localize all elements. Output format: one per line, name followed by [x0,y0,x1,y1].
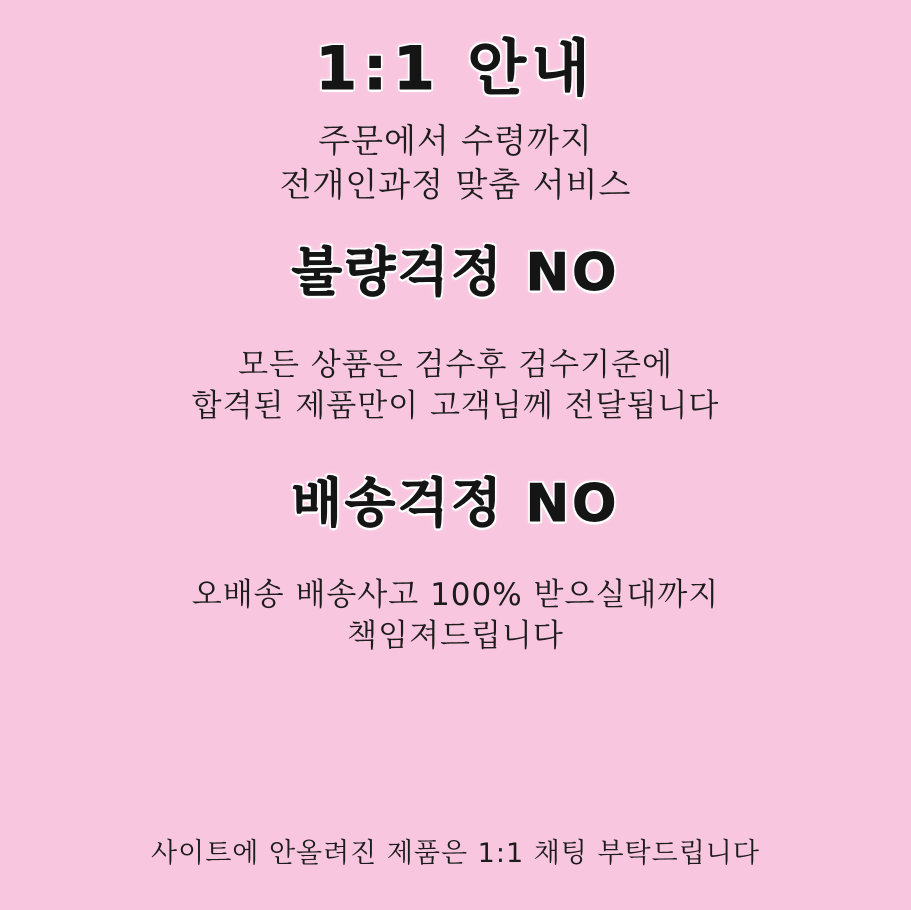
quality-line-1: 모든 상품은 검수후 검수기준에 [238,346,673,383]
footer-note: 사이트에 안올려진 제품은 1:1 채팅 부탁드립니다 [151,838,760,869]
section-heading-shipping: 배송걱정 NO [291,473,620,534]
quality-text-block [192,345,720,427]
intro-text-block [280,119,632,206]
shipping-line-1: 오배송 배송사고 100% 받으실대까지 [191,577,720,614]
intro-line-1: 주문에서 수령까지 [318,121,593,160]
section-heading-quality: 불량걱정 NO [291,243,620,304]
page-title: 1:1 안내 [315,34,596,104]
shipping-line-2: 책임져드립니다 [347,618,564,654]
quality-line-2: 합격된 제품만이 고객님께 전달됩니다 [191,387,720,424]
shipping-text-block [192,575,719,657]
intro-line-2: 전개인과정 맞춤 서비스 [279,164,632,204]
